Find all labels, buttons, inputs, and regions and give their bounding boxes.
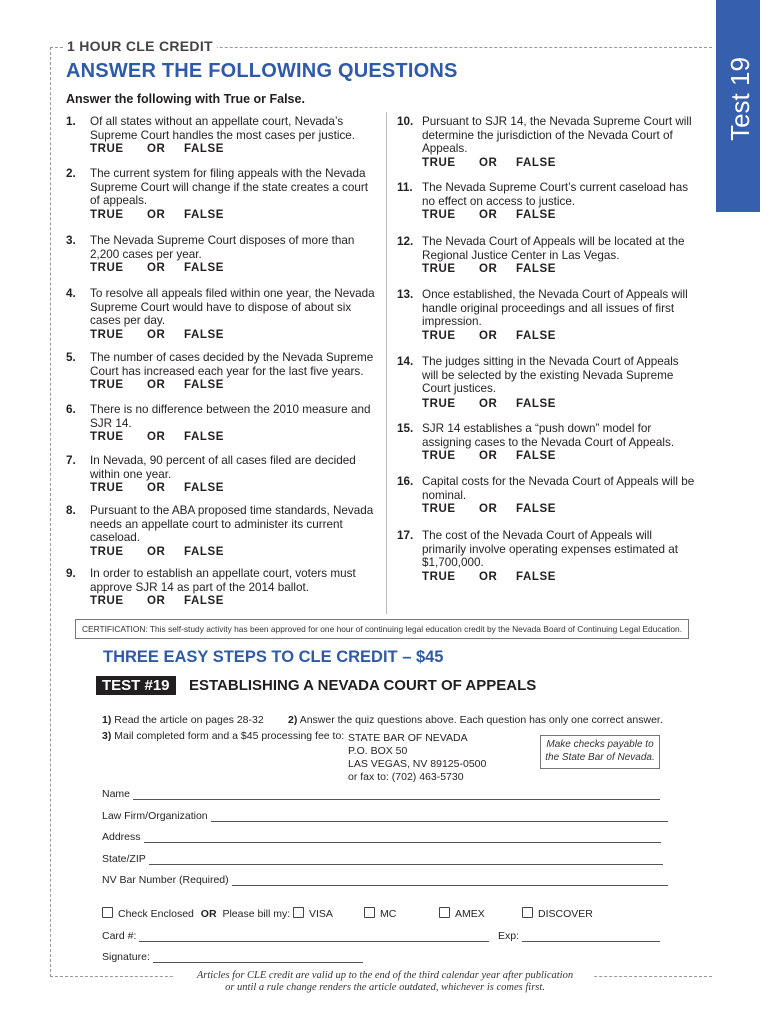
exp-field[interactable]: Exp:	[498, 930, 660, 942]
checkbox[interactable]	[102, 907, 113, 918]
question-text: The cost of the Nevada Court of Appeals will primarily involve operating expenses estimated at $1,700,000.	[422, 529, 678, 569]
question-text: Pursuant to SJR 14, the Nevada Supreme Court will determine the jurisdiction of the Nevada Court of Appeals.	[422, 115, 692, 155]
true-or-false[interactable]: TRUE OR FALSE	[422, 329, 557, 342]
footer-note: Articles for CLE credit are valid up to the end of the third calendar year after publication or until a rule change renders the article outdated, whichever is comes first.	[196, 970, 574, 993]
question-text: Once established, the Nevada Court of Appeals will handle original proceedings and all issues of first impression.	[422, 288, 688, 328]
question-text: In Nevada, 90 percent of all cases filed are decided within one year.	[90, 454, 356, 481]
question-text: Pursuant to the ABA proposed time standards, Nevada needs an appellate court to administer its current caseload.	[90, 504, 374, 544]
question-text: There is no difference between the 2010 measure and SJR 14.	[90, 403, 371, 430]
checkbox[interactable]	[364, 907, 375, 918]
true-or-false[interactable]: TRUE OR FALSE	[90, 545, 225, 558]
steps-title: THREE EASY STEPS TO CLE CREDIT – $45	[103, 648, 444, 666]
question-text: To resolve all appeals filed within one year, the Nevada Supreme Court would have to dispose of about six cases per day.	[90, 287, 375, 327]
checkbox[interactable]	[522, 907, 533, 918]
true-or-false[interactable]: TRUE OR FALSE	[90, 143, 225, 155]
true-or-false[interactable]: TRUE OR FALSE	[422, 156, 557, 169]
mailing-address: STATE BAR OF NEVADA P.O. BOX 50 LAS VEGAS, NV 89125-0500 or fax to: (702) 463-5730	[348, 732, 487, 783]
true-or-false[interactable]: TRUE OR FALSE	[90, 595, 225, 607]
true-or-false[interactable]: TRUE OR FALSE	[422, 503, 557, 515]
true-or-false[interactable]: TRUE OR FALSE	[422, 263, 557, 275]
card-number-field[interactable]: Card #:	[102, 930, 489, 942]
true-or-false[interactable]: TRUE OR FALSE	[90, 431, 225, 443]
step-1: 1) Read the article on pages 28-32	[102, 714, 264, 726]
question-number: 15.	[397, 422, 414, 435]
step-3: 3) Mail completed form and a $45 processing fee to:	[102, 730, 345, 742]
question-number: 12.	[397, 235, 414, 248]
checkbox[interactable]	[439, 907, 450, 918]
question-number: 9.	[66, 567, 76, 580]
mc-option[interactable]: MC	[364, 907, 396, 920]
question-number: 10.	[397, 115, 414, 128]
address-field[interactable]: Address	[102, 831, 661, 843]
test-tab	[716, 0, 760, 212]
question-number: 2.	[66, 167, 76, 180]
true-or-false[interactable]: TRUE OR FALSE	[90, 208, 225, 221]
bar-number-field[interactable]: NV Bar Number (Required)	[102, 874, 668, 886]
question-text: The judges sitting in the Nevada Court of Appeals will be selected by the existing Nevada Supreme Court justices.	[422, 355, 679, 395]
question-number: 3.	[66, 234, 76, 247]
signature-field[interactable]: Signature:	[102, 951, 363, 963]
visa-option[interactable]: VISA	[293, 907, 333, 920]
discover-option[interactable]: DISCOVER	[522, 907, 593, 920]
question-text: The number of cases decided by the Nevada Supreme Court has increased each year for the last five years.	[90, 351, 374, 378]
page-title: ANSWER THE FOLLOWING QUESTIONS	[66, 60, 458, 82]
section-label: 1 HOUR CLE CREDIT	[63, 38, 217, 54]
true-or-false[interactable]: TRUE OR FALSE	[422, 450, 557, 462]
true-or-false[interactable]: TRUE OR FALSE	[422, 209, 557, 221]
test-title: ESTABLISHING A NEVADA COURT OF APPEALS	[189, 677, 537, 694]
test-tab-label: Test 19	[725, 57, 755, 141]
question-number: 7.	[66, 454, 76, 467]
certification-note: CERTIFICATION: This self-study activity has been approved for one hour of continuing legal education credit by the Nevada Board of Continuing Legal Education.	[75, 619, 689, 639]
step-2: 2) Answer the quiz questions above. Each question has only one correct answer.	[288, 714, 663, 726]
check-enclosed-option[interactable]: Check Enclosed OR Please bill my:	[102, 907, 290, 920]
test-number-badge: TEST #19	[96, 676, 176, 695]
column-divider	[386, 112, 387, 614]
true-or-false[interactable]: TRUE OR FALSE	[90, 379, 225, 391]
question-number: 11.	[397, 181, 413, 194]
true-or-false[interactable]: TRUE OR FALSE	[90, 328, 225, 341]
firm-field[interactable]: Law Firm/Organization	[102, 810, 668, 822]
question-number: 13.	[397, 288, 414, 301]
question-text: The Nevada Supreme Court’s current caseload has no effect on access to justice.	[422, 181, 689, 208]
instructions: Answer the following with True or False.	[66, 92, 305, 106]
true-or-false[interactable]: TRUE OR FALSE	[422, 570, 557, 583]
true-or-false[interactable]: TRUE OR FALSE	[422, 397, 557, 410]
question-text: The current system for filing appeals with the Nevada Supreme Court will change if the state creates a court of appeals.	[90, 167, 369, 207]
question-number: 5.	[66, 351, 76, 364]
question-text: The Nevada Supreme Court disposes of more than 2,200 cases per year.	[90, 234, 355, 261]
question-number: 6.	[66, 403, 76, 416]
question-number: 4.	[66, 287, 76, 300]
true-or-false[interactable]: TRUE OR FALSE	[90, 482, 225, 494]
amex-option[interactable]: AMEX	[439, 907, 485, 920]
name-field[interactable]: Name	[102, 788, 660, 800]
question-number: 14.	[397, 355, 414, 368]
question-text: Of all states without an appellate court, Nevada’s Supreme Court handles the most cases per justice.	[90, 115, 356, 142]
question-number: 16.	[397, 475, 414, 488]
state-zip-field[interactable]: State/ZIP	[102, 853, 663, 865]
checks-payable-note: Make checks payable to the State Bar of Nevada.	[540, 735, 660, 769]
question-text: In order to establish an appellate court, voters must approve SJR 14 as part of the 2014 ballot.	[90, 567, 356, 594]
question-text: SJR 14 establishes a “push down” model for assigning cases to the Nevada Court of Appeals.	[422, 422, 675, 449]
question-number: 17.	[397, 529, 414, 542]
checkbox[interactable]	[293, 907, 304, 918]
question-number: 8.	[66, 504, 76, 517]
question-text: The Nevada Court of Appeals will be located at the Regional Justice Center in Las Vegas.	[422, 235, 685, 262]
true-or-false[interactable]: TRUE OR FALSE	[90, 262, 225, 274]
question-number: 1.	[66, 115, 76, 128]
dashed-border-left	[50, 47, 51, 977]
question-text: Capital costs for the Nevada Court of Appeals will be nominal.	[422, 475, 695, 502]
